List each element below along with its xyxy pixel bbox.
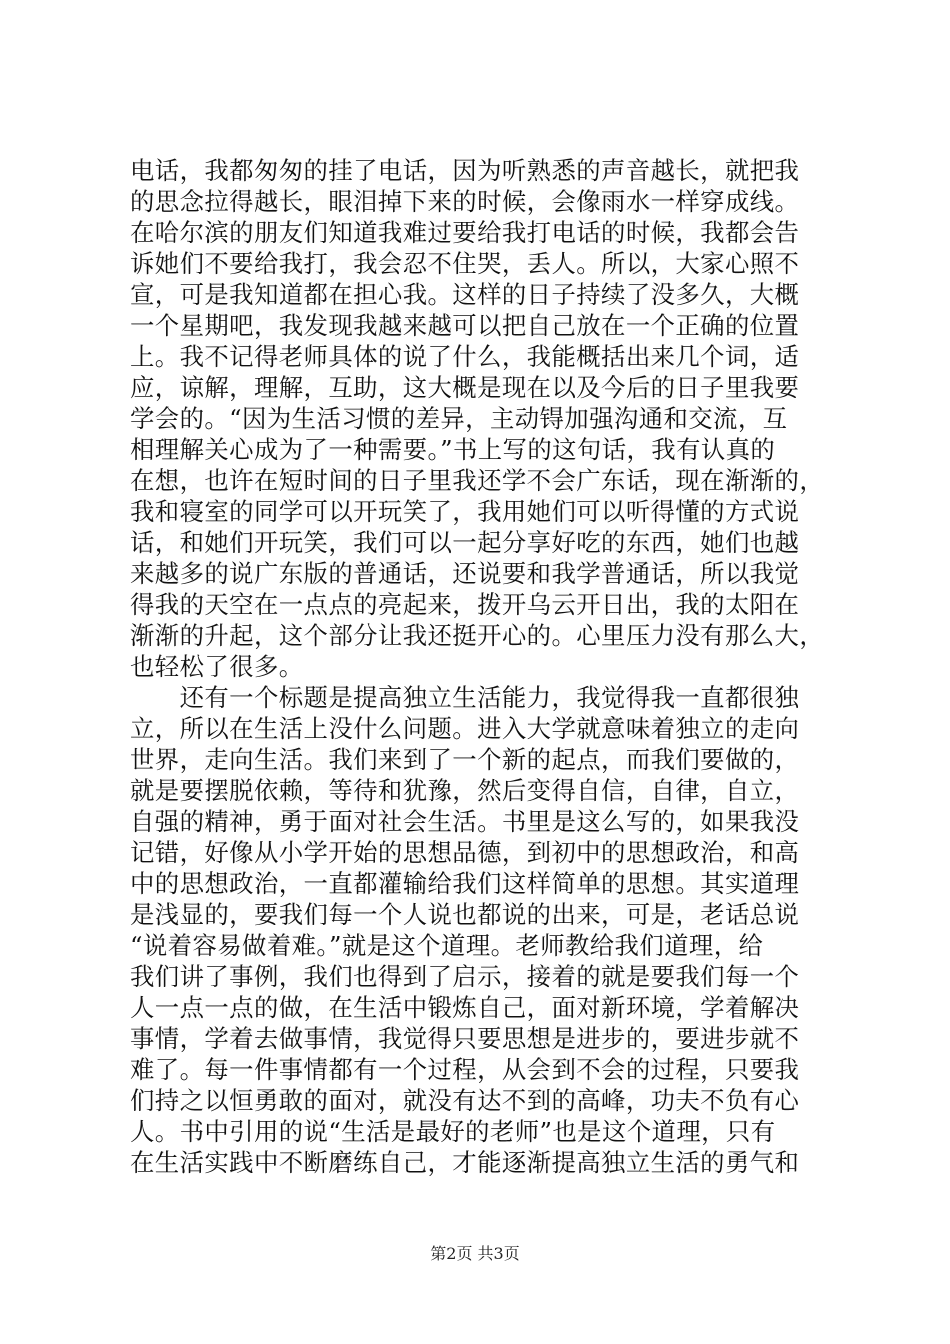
text-line: 的思念拉得越长，眼泪掉下来的时候，会像雨水一样穿成线。 bbox=[130, 187, 800, 216]
text-line: 我和寝室的同学可以开玩笑了，我用她们可以听得懂的方式说 bbox=[130, 497, 800, 526]
text-line: 是浅显的，要我们每一个人说也都说的出来，可是，老话总说 bbox=[130, 900, 800, 929]
text-line: 一个星期吧，我发现我越来越可以把自己放在一个正确的位置 bbox=[130, 311, 800, 340]
text-line: 来越多的说广东版的普通话，还说要和我学普通话，所以我觉 bbox=[130, 559, 800, 588]
text-line: 立，所以在生活上没什么问题。进入大学就意味着独立的走向 bbox=[130, 714, 800, 743]
text-line: 我们讲了事例，我们也得到了启示，接着的就是要我们每一个 bbox=[130, 962, 800, 991]
text-line: 难了。每一件事情都有一个过程，从会到不会的过程，只要我 bbox=[130, 1055, 800, 1084]
text-line: 们持之以恒勇敢的面对，就没有达不到的高峰，功夫不负有心 bbox=[130, 1086, 800, 1115]
text-line: 就是要摆脱依赖，等待和犹豫，然后变得自信，自律，自立， bbox=[130, 776, 800, 805]
text-line: 应，谅解，理解，互助，这大概是现在以及今后的日子里我要 bbox=[130, 373, 800, 402]
text-line: 人一点一点的做，在生活中锻炼自己，面对新环境，学着解决 bbox=[130, 993, 800, 1022]
text-line: “说着容易做着难。”就是这个道理。老师教给我们道理，给 bbox=[130, 931, 764, 960]
text-line: 世界，走向生活。我们来到了一个新的起点，而我们要做的， bbox=[130, 745, 800, 774]
text-line: 事情，学着去做事情，我觉得只要思想是进步的，要进步就不 bbox=[130, 1024, 800, 1053]
text-line: 人。书中引用的说“生活是最好的老师”也是这个道理，只有 bbox=[130, 1117, 776, 1146]
text-line: 中的思想政治，一直都灌输给我们这样简单的思想。其实道理 bbox=[130, 869, 800, 898]
text-line: 在想，也许在短时间的日子里我还学不会广东话，现在渐渐的， bbox=[130, 466, 825, 495]
text-line: 记错，好像从小学开始的思想品德，到初中的思想政治，和高 bbox=[130, 838, 800, 867]
text-line: 话，和她们开玩笑，我们可以一起分享好吃的东西，她们也越 bbox=[130, 528, 800, 557]
text-line: 在哈尔滨的朋友们知道我难过要给我打电话的时候，我都会告 bbox=[130, 218, 800, 247]
document-body bbox=[130, 155, 830, 1178]
text-line: 宣，可是我知道都在担心我。这样的日子持续了没多久，大概 bbox=[130, 280, 800, 309]
text-line: 还有一个标题是提高独立生活能力，我觉得我一直都很独 bbox=[130, 683, 800, 712]
text-line: 学会的。“因为生活习惯的差异，主动锝加强沟通和交流，互 bbox=[130, 404, 788, 433]
text-line: 相理解关心成为了一种需要。”书上写的这句话，我有认真的 bbox=[130, 435, 776, 464]
text-line: 在生活实践中不断磨练自己，才能逐渐提高独立生活的勇气和 bbox=[130, 1148, 800, 1177]
text-line: 诉她们不要给我打，我会忍不住哭，丢人。所以，大家心照不 bbox=[130, 249, 800, 278]
text-line: 也轻松了很多。 bbox=[130, 652, 304, 681]
page-number-footer: 第2页 共3页 bbox=[430, 1244, 520, 1263]
text-line: 得我的天空在一点点的亮起来，拨开乌云开日出，我的太阳在 bbox=[130, 590, 800, 619]
text-line: 电话，我都匆匆的挂了电话，因为听熟悉的声音越长，就把我 bbox=[130, 156, 800, 185]
text-line: 自强的精神，勇于面对社会生活。书里是这么写的，如果我没 bbox=[130, 807, 800, 836]
text-line: 渐渐的升起，这个部分让我还挺开心的。心里压力没有那么大， bbox=[130, 621, 825, 650]
text-line: 上。我不记得老师具体的说了什么，我能概括出来几个词，适 bbox=[130, 342, 800, 371]
